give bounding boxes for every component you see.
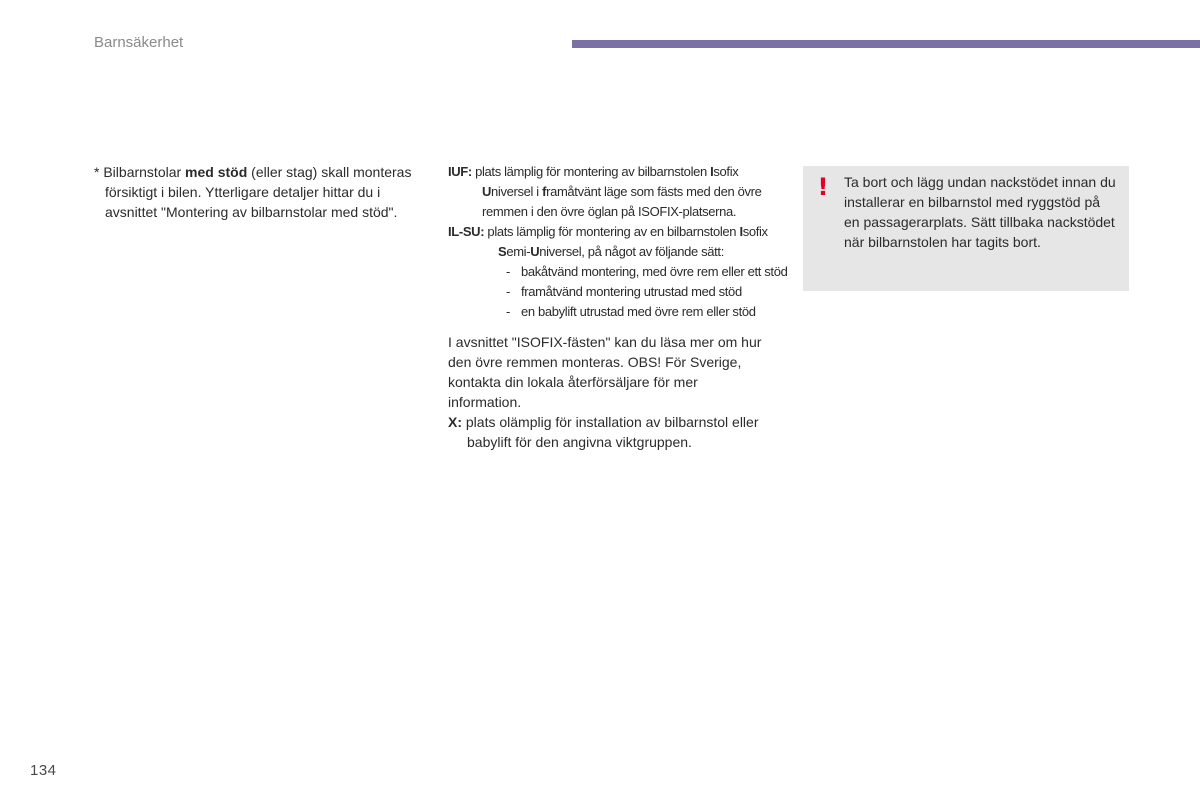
list-item-text: bakåtvänd montering, med övre rem eller ett stöd <box>521 264 788 279</box>
warning-box <box>803 166 1129 291</box>
exclamation-icon: ! <box>817 173 829 201</box>
term-iuf: IUF: <box>448 164 472 179</box>
iuf-text-3: niversel i <box>491 184 543 199</box>
definition-x <box>448 412 785 452</box>
list-item <box>506 282 788 302</box>
ilsu-text-4: niversel, på något av följande sätt: <box>539 244 724 259</box>
iuf-text-4: ramåtvänt läge som fästs med den övre remmen i den övre öglan på ISOFIX-platserna. <box>482 184 762 219</box>
column-1 <box>94 162 434 222</box>
list-item <box>506 262 788 282</box>
ilsu-key-3: U <box>530 244 540 259</box>
header-accent-bar <box>572 40 1200 48</box>
column-2 <box>448 162 788 452</box>
term-il-su: IL-SU: <box>448 224 485 239</box>
list-item-text: framåtvänd montering utrustad med stöd <box>521 284 742 299</box>
il-su-options-list <box>448 262 788 322</box>
ilsu-text-3: emi- <box>506 244 531 259</box>
ilsu-text-2: sofix <box>742 224 768 239</box>
definition-il-su <box>448 222 788 262</box>
ilsu-text-1: plats lämplig för montering av en bilbarnstolen <box>484 224 740 239</box>
footnote-star: * <box>94 164 100 180</box>
list-item <box>506 302 788 322</box>
list-item-text: en babylift utrustad med övre rem eller stöd <box>521 304 756 319</box>
iuf-text-2: sofix <box>713 164 739 179</box>
definition-iuf <box>448 162 788 222</box>
list-dash: - <box>506 264 510 279</box>
iuf-text-1: plats lämplig för montering av bilbarnstolen <box>471 164 711 179</box>
footnote-text-b: (eller stag) skall monteras försiktigt i bilen. Ytterligare detaljer hittar du i avsnittet "Montering av bilbarnstolar med stöd". <box>105 164 412 220</box>
page-number: 134 <box>30 762 57 779</box>
footnote-text-a: Bilbarnstolar <box>103 164 186 180</box>
list-dash: - <box>506 304 510 319</box>
definition-list <box>448 162 788 322</box>
term-x: X: <box>448 414 462 430</box>
ilsu-key-2: S <box>498 244 507 259</box>
iuf-key-3: f <box>542 184 547 199</box>
warning-text: Ta bort och lägg undan nackstödet innan du installerar en bilbarnstol med ryggstöd på en passagerarplats. Sätt tillbaka nackstödet när bilbarnstolen har tagits bort. <box>844 174 1116 250</box>
iuf-key-2: U <box>482 184 492 199</box>
footnote-support-legs <box>94 162 434 222</box>
iuf-key-1: I <box>710 164 714 179</box>
x-text: plats olämplig för installation av bilbarnstol eller babylift för den angivna viktgruppen. <box>462 414 759 450</box>
list-dash: - <box>506 284 510 299</box>
ilsu-key-1: I <box>739 224 743 239</box>
footnote-bold-term: med stöd <box>185 164 248 180</box>
page-header-title: Barnsäkerhet <box>94 34 184 51</box>
isofix-paragraph: I avsnittet "ISOFIX-fästen" kan du läsa mer om hur den övre remmen monteras. OBS! För Sverige, kontakta din lokala återförsäljare för mer information. <box>448 334 762 410</box>
